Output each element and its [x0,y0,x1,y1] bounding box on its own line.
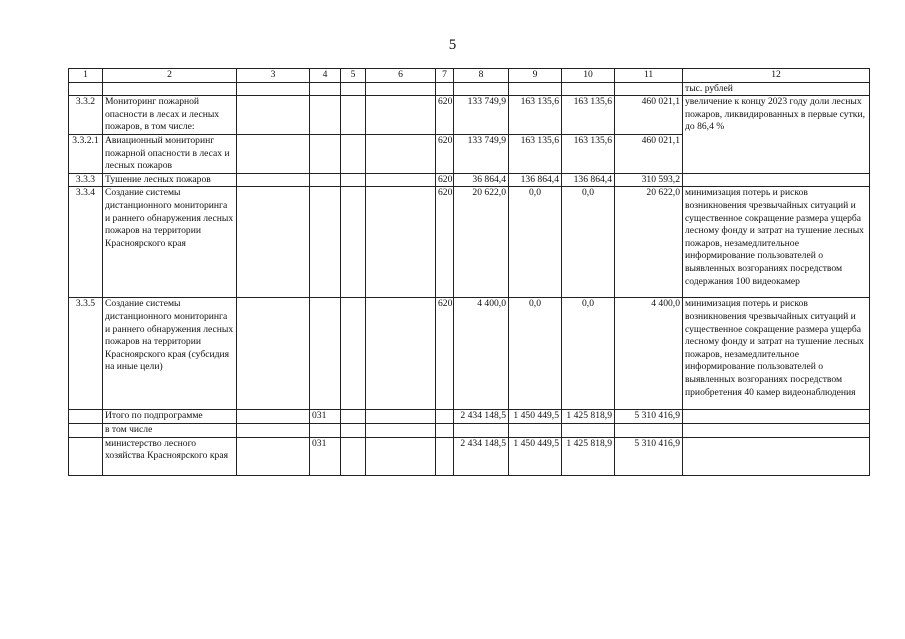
value-cell: 0,0 [509,187,562,298]
table-cell [341,96,366,135]
value-cell: 0,0 [562,298,615,410]
value-cell [509,423,562,437]
table-cell [509,82,562,96]
column-number: 11 [615,69,683,83]
value-cell: 136 864,4 [509,173,562,187]
value-cell: 163 135,6 [509,134,562,173]
column-number: 6 [366,69,436,83]
value-cell: 133 749,9 [454,134,509,173]
table-row [69,437,870,475]
table-cell: 031 [310,437,341,475]
table-cell: 620 [436,298,454,410]
table-cell: 620 [436,187,454,298]
row-code: 3.3.2.1 [69,134,103,173]
table-cell [237,96,310,135]
table-cell [310,173,341,187]
table-cell [341,410,366,424]
table-cell [310,96,341,135]
table-row [69,298,870,410]
value-cell: 1 425 818,9 [562,437,615,475]
table-cell [436,437,454,475]
table-cell [341,173,366,187]
table-cell [310,82,341,96]
table-cell [615,82,683,96]
row-name: Создание системы дистанционного мониторинга и раннего обнаружения лесных пожаров на территории Красноярского края [103,187,237,298]
result-cell [683,423,870,437]
table-cell [436,82,454,96]
table-cell [436,423,454,437]
result-cell [683,437,870,475]
row-name: Авиационный мониторинг пожарной опасности в лесах и лесных пожаров [103,134,237,173]
value-cell: 4 400,0 [615,298,683,410]
value-cell: 4 400,0 [454,298,509,410]
value-cell: 163 135,6 [562,134,615,173]
value-cell [454,423,509,437]
result-cell [683,410,870,424]
table-cell [237,423,310,437]
column-number: 9 [509,69,562,83]
row-name: Итого по подпрограмме [103,410,237,424]
table-row [69,96,870,135]
column-number-row [69,69,870,83]
value-cell [562,423,615,437]
value-cell: 460 021,1 [615,134,683,173]
result-cell: минимизация потерь и рисков возникновения чрезвычайных ситуаций и существенное сокращение размера ущерба лесному фонду и затрат на тушение лесных пожаров, незамедлительное информирование пользователей о выявленных возгораниях посредством приобретения 40 камер видеонаблюдения [683,298,870,410]
table-cell [69,82,103,96]
value-cell: 163 135,6 [509,96,562,135]
result-cell [683,173,870,187]
value-cell: 5 310 416,9 [615,437,683,475]
value-cell: 1 450 449,5 [509,437,562,475]
unit-note: тыс. рублей [683,82,870,96]
value-cell: 1 425 818,9 [562,410,615,424]
row-name: Мониторинг пожарной опасности в лесах и лесных пожаров, в том числе: [103,96,237,135]
table-cell [436,410,454,424]
table-cell [366,82,436,96]
value-cell: 20 622,0 [615,187,683,298]
table-cell: 620 [436,134,454,173]
table-cell [237,410,310,424]
table-cell [366,423,436,437]
row-code [69,437,103,475]
row-code: 3.3.5 [69,298,103,410]
table-cell [366,96,436,135]
budget-table [68,68,870,476]
table-cell [103,82,237,96]
value-cell: 2 434 148,5 [454,437,509,475]
table-cell [310,187,341,298]
value-cell: 310 593,2 [615,173,683,187]
column-number: 5 [341,69,366,83]
table-cell [366,410,436,424]
row-name: министерство лесного хозяйства Красноярского края [103,437,237,475]
table-cell [237,134,310,173]
table-cell [237,187,310,298]
table-row [69,187,870,298]
column-number: 3 [237,69,310,83]
table-cell [562,82,615,96]
row-code: 3.3.2 [69,96,103,135]
row-code: 3.3.3 [69,173,103,187]
value-cell: 1 450 449,5 [509,410,562,424]
table-cell [237,298,310,410]
table-cell [341,187,366,298]
table-cell [341,134,366,173]
row-name: в том числе [103,423,237,437]
value-cell [615,423,683,437]
table-cell: 620 [436,96,454,135]
value-cell: 163 135,6 [562,96,615,135]
value-cell: 5 310 416,9 [615,410,683,424]
row-code [69,410,103,424]
value-cell: 36 864,4 [454,173,509,187]
table-cell [366,437,436,475]
column-number: 4 [310,69,341,83]
row-name: Создание системы дистанционного мониторинга и раннего обнаружения лесных пожаров на территории Красноярского края (субсидия на иные цели) [103,298,237,410]
value-cell: 136 864,4 [562,173,615,187]
table-cell [237,173,310,187]
result-cell: минимизация потерь и рисков возникновения чрезвычайных ситуаций и существенное сокращение размера ущерба лесному фонду и затрат на тушение лесных пожаров, незамедлительное информирование пользователей о выявленных возгораниях посредством содержания 100 видеокамер [683,187,870,298]
value-cell: 460 021,1 [615,96,683,135]
column-number: 10 [562,69,615,83]
table-cell [341,298,366,410]
total-row [69,410,870,424]
column-number: 2 [103,69,237,83]
value-cell: 0,0 [509,298,562,410]
table-cell: 620 [436,173,454,187]
table-cell [237,437,310,475]
table-cell [310,423,341,437]
unit-note-row [69,82,870,96]
table-cell [366,173,436,187]
column-number: 1 [69,69,103,83]
column-number: 8 [454,69,509,83]
value-cell: 0,0 [562,187,615,298]
value-cell: 2 434 148,5 [454,410,509,424]
result-cell: увеличение к концу 2023 году доли лесных пожаров, ликвидированных в первые сутки, до 86,4 % [683,96,870,174]
table-cell [341,423,366,437]
table-cell [341,437,366,475]
table-cell [366,187,436,298]
row-code [69,423,103,437]
table-cell [237,82,310,96]
table-cell [366,134,436,173]
table-row [69,173,870,187]
value-cell: 133 749,9 [454,96,509,135]
table-cell [341,82,366,96]
table-cell [366,298,436,410]
table-cell [454,82,509,96]
table-cell: 031 [310,410,341,424]
page-number: 5 [448,37,457,53]
column-number: 12 [683,69,870,83]
table-row [69,423,870,437]
value-cell: 20 622,0 [454,187,509,298]
row-code: 3.3.4 [69,187,103,298]
table-cell [310,298,341,410]
row-name: Тушение лесных пожаров [103,173,237,187]
column-number: 7 [436,69,454,83]
table-cell [310,134,341,173]
